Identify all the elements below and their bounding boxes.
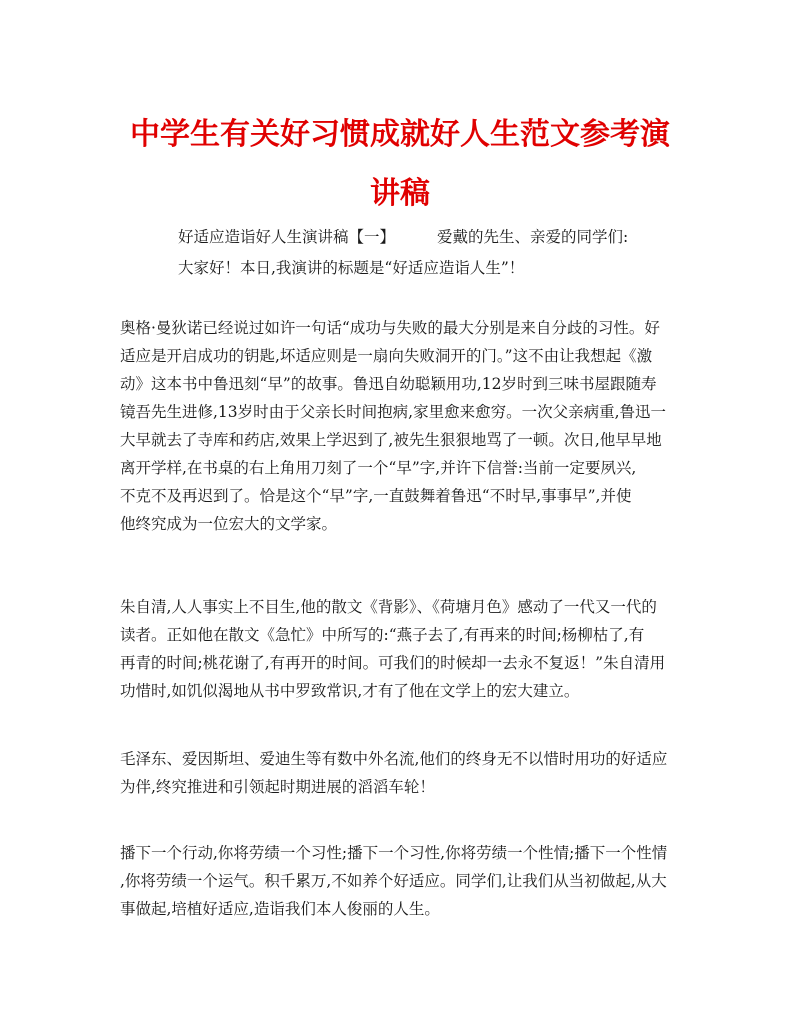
intro-line-1: [178, 230, 628, 246]
opening-line: 大家好！本日,我演讲的标题是“好适应造诣人生”！: [178, 259, 525, 277]
paragraph-2: [120, 593, 665, 705]
paragraph-line: 适应是开启成功的钥匙,坏适应则是一扇向失败洞开的门。”这不由让我想起《激: [120, 347, 653, 365]
paragraph-line: 大早就去了寺库和药店,效果上学迟到了,被先生狠狠地骂了一顿。次日,他早早地: [120, 431, 662, 449]
paragraph-line: 镜吾先生进修,13岁时由于父亲长时间抱病,家里愈来愈穷。一次父亲病重,鲁迅一: [120, 403, 667, 421]
speech-heading: 好适应造诣好人生演讲稿【一】: [178, 228, 396, 246]
paragraph-line: 再青的时间;桃花谢了,有再开的时间。可我们的时候却一去永不复返！”朱自清用: [120, 654, 666, 672]
paragraph-line: 读者。正如他在散文《急忙》中所写的:“燕子去了,有再来的时间;杨柳枯了,有: [120, 626, 645, 644]
paragraph-line: 离开学样,在书桌的右上角用刀刻了一个“早”字,并许下信誉:当前一定要夙兴,: [120, 459, 637, 477]
document-title-line-2: 讲稿: [370, 176, 430, 211]
paragraph-line: 功惜时,如饥似渴地从书中罗致常识,才有了他在文学上的宏大建立。: [120, 682, 580, 700]
salutation: 爱戴的先生、亲爱的同学们:: [437, 228, 629, 246]
paragraph-line: 播下一个行动,你将劳绩一个习性;播下一个习性,你将劳绩一个性情;播下一个性情: [120, 844, 668, 862]
paragraph-line: 奥格·曼狄诺已经说过如许一句话“成功与失败的最大分别是来自分歧的习性。好: [120, 319, 660, 337]
paragraph-line: 毛泽东、爱因斯坦、爱迪生等有数中外名流,他们的终身无不以惜时用功的好适应: [120, 750, 668, 768]
paragraph-line: 朱自清,人人事实上不目生,他的散文《背影》、《荷塘月色》感动了一代又一代的: [120, 598, 657, 616]
paragraph-line: ,你将劳绩一个运气。积千累万,不如养个好适应。同学们,让我们从当初做起,从大: [120, 872, 667, 890]
paragraph-3: [120, 745, 667, 801]
paragraph-1: [120, 314, 666, 538]
paragraph-line: 他终究成为一位宏大的文学家。: [120, 515, 338, 533]
document-title-line-1: 中学生有关好习惯成就好人生范文参考演: [130, 117, 670, 152]
paragraph-line: 动》这本书中鲁迅刻“早”的故事。鲁迅自幼聪颖用功,12岁时到三味书屋跟随寿: [120, 375, 657, 393]
paragraph-line: 为伴,终究推进和引领起时期进展的滔滔车轮！: [120, 778, 435, 796]
paragraph-line: 事做起,培植好适应,造诣我们本人俊丽的人生。: [120, 900, 440, 918]
paragraph-line: 不克不及再迟到了。恰是这个“早”字,一直鼓舞着鲁迅“不时早,事事早”,并使: [120, 487, 632, 505]
paragraph-4: [120, 839, 667, 923]
